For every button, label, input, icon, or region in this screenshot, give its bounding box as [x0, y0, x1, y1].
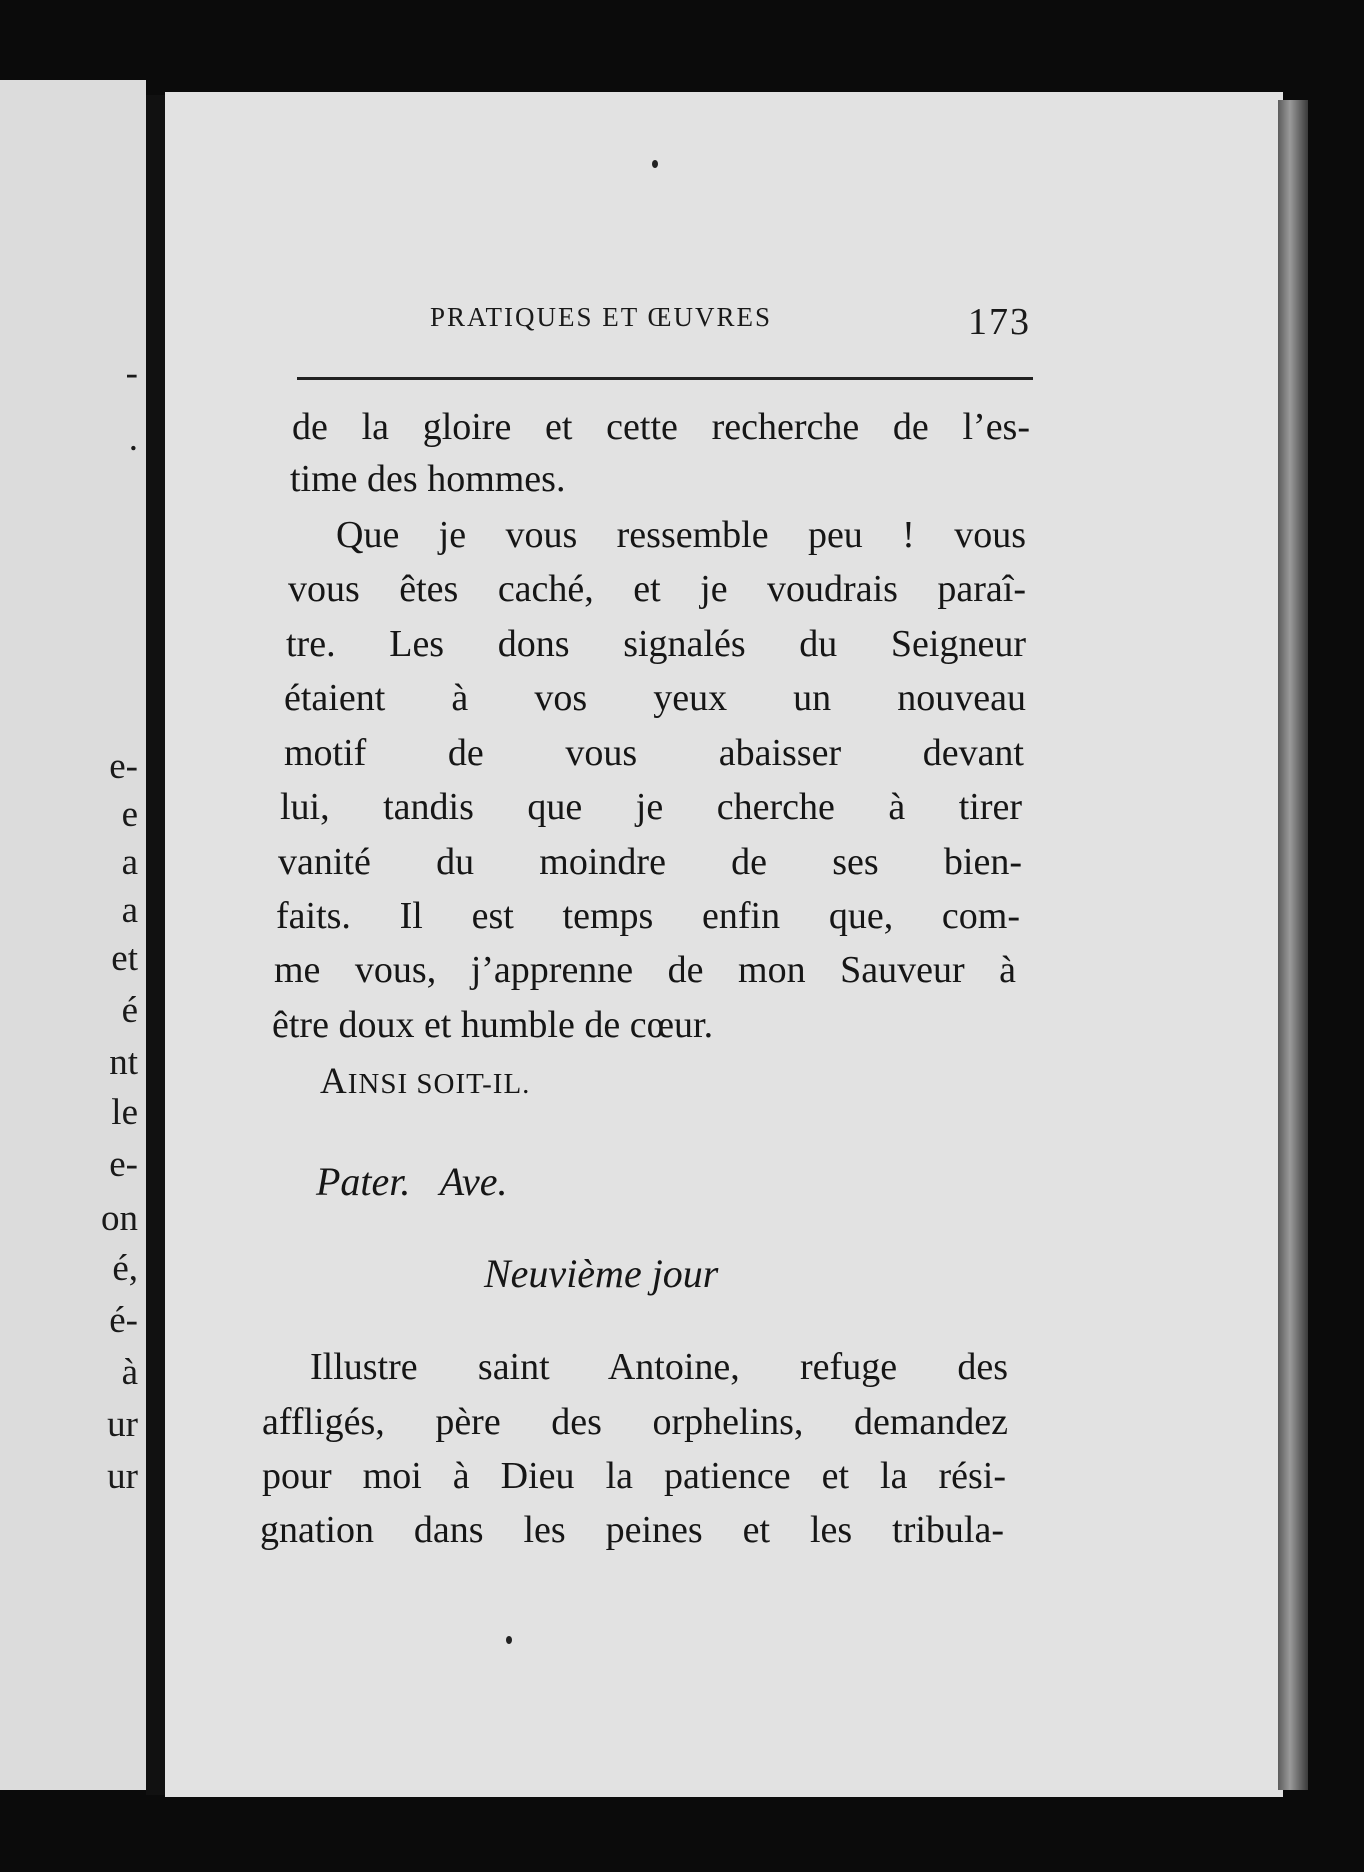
text-line: me vous, j’apprenne de mon Sauveur à — [274, 949, 1016, 991]
left-page-fragment: à — [121, 1352, 138, 1393]
left-page-fragment: e — [121, 794, 138, 835]
text-line: étaient à vos yeux un nouveau — [284, 677, 1026, 719]
left-page-fragment: ur — [107, 1456, 138, 1497]
left-page-fragment: - — [125, 353, 138, 394]
text-line: vanité du moindre de ses bien- — [278, 841, 1022, 883]
text-line: faits. Il est temps enfin que, com- — [276, 895, 1020, 937]
page-edge — [1278, 100, 1308, 1790]
page-number: 173 — [968, 301, 1031, 343]
left-page-fragment: e- — [109, 746, 138, 787]
header-rule — [297, 377, 1033, 380]
left-page-fragment: é — [121, 990, 138, 1031]
left-page-fragment: a — [121, 890, 138, 931]
text-line: pour moi à Dieu la patience et la rési- — [262, 1455, 1006, 1497]
text-line: time des hommes. — [290, 458, 566, 500]
prayer-label: Pater. Ave. — [316, 1159, 508, 1204]
text-line: Illustre saint Antoine, refuge des — [310, 1346, 1008, 1388]
text-line: Que je vous ressemble peu ! vous — [336, 514, 1026, 556]
text-line: vous êtes caché, et je voudrais paraî- — [288, 568, 1026, 610]
text-line: être doux et humble de cœur. — [272, 1004, 714, 1046]
amen-line — [320, 1060, 530, 1103]
left-page-fragment: e- — [109, 1144, 138, 1185]
section-heading: Neuvième jour — [484, 1251, 719, 1296]
print-speck — [506, 1636, 512, 1644]
left-page-fragment: é- — [109, 1300, 138, 1341]
left-page-fragment: nt — [109, 1042, 138, 1083]
left-page-fragment: a — [121, 842, 138, 883]
left-page-fragment: é, — [112, 1248, 138, 1289]
running-head: PRATIQUES ET ŒUVRES — [430, 302, 773, 332]
text-line: gnation dans les peines et les tribula- — [260, 1509, 1004, 1551]
text-line: motif de vous abaisser devant — [284, 732, 1024, 774]
amen-initial: A — [320, 1061, 348, 1102]
print-speck — [652, 160, 658, 168]
text-line: affligés, père des orphelins, demandez — [262, 1401, 1008, 1443]
left-page — [0, 80, 146, 1790]
left-page-fragment: le — [111, 1092, 138, 1133]
left-page-fragment: et — [111, 938, 138, 979]
text-line: tre. Les dons signalés du Seigneur — [286, 623, 1026, 665]
left-page-fragment: . — [128, 418, 138, 459]
left-page-fragment: ur — [107, 1404, 138, 1445]
left-page-fragment: on — [101, 1198, 138, 1239]
text-line: de la gloire et cette recherche de l’es- — [292, 406, 1030, 448]
amen-rest: INSI SOIT-IL. — [347, 1068, 531, 1100]
text-line: lui, tandis que je cherche à tirer — [280, 786, 1022, 828]
